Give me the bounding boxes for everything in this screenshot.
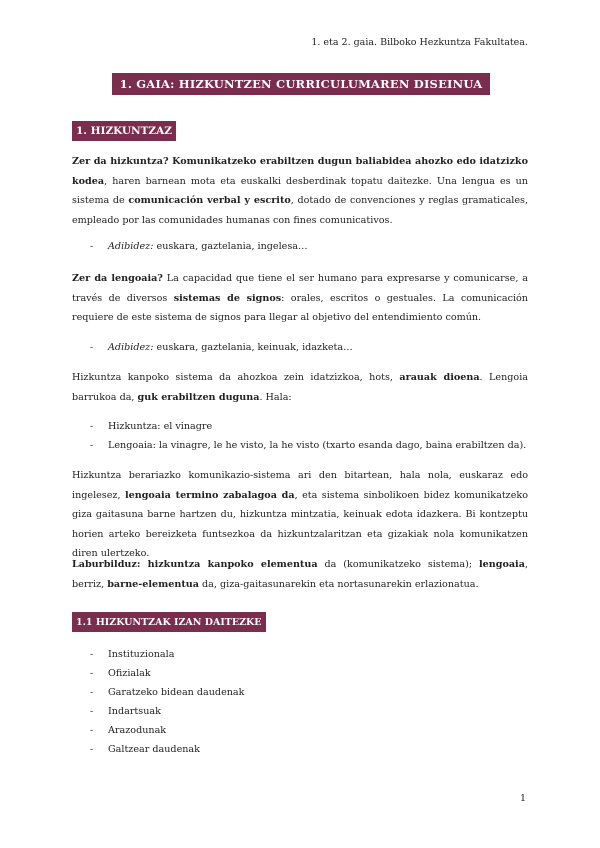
list-item: - Hizkuntza: el vinagre (90, 421, 213, 432)
main-title: 1. GAIA: HIZKUNTZEN CURRICULUMAREN DISEINUA (112, 73, 490, 95)
example-item: - Adibidez: euskara, gaztelania, keinuak, idazketa… (90, 342, 353, 353)
bold-text: comunicación verbal y escrito (128, 195, 291, 206)
page-header: 1. eta 2. gaia. Bilboko Hezkuntza Fakultatea. (311, 37, 528, 48)
bold-text: lengoaia (479, 559, 525, 570)
list-item: - Lengoaia: la vinagre, le he visto, la he visto (txarto esanda dago, baina erabiltzen da). (90, 440, 527, 451)
bold-text: barne-elementua (107, 578, 199, 590)
list-item: - Arazodunak (90, 725, 167, 736)
list-item-text: Garatzeko bidean daudenak (108, 687, 245, 698)
list-item-text: Lengoaia: la vinagre, le he visto, la he visto (txarto esanda dago, baina erabiltzen da). (108, 440, 527, 451)
bold-text: sistemas de signos (173, 292, 282, 304)
question-text: Zer da hizkuntza? (72, 156, 169, 167)
body-text: da (komunikatzeko sistema); (317, 559, 480, 570)
example-text: euskara, gaztelania, keinuak, idazketa… (153, 342, 353, 353)
body-text: , berriz, (72, 559, 528, 590)
bold-text: Laburbilduz: hizkuntza kanpoko elementua (72, 559, 318, 570)
body-text: da, giza-gaitasunarekin eta nortasunarekin erlazionatua. (198, 578, 479, 590)
body-text: , eta sistema sinbolikoen bidez komunikatzeko giza gaitasuna barne hartzen du, hizkuntza mintzatia, keinuak edota idazkera. Bi kontzeptu horien arteko bereizketa funtsezkoa da hizkuntzalaritzan eta gizakiak nola komunikatzen diren ulertzeko. (72, 489, 529, 559)
paragraph-hizkuntza-definition (72, 152, 528, 230)
list-item: - Instituzionala (90, 649, 175, 660)
body-text: La capacidad que tiene el ser humano para expresarse y comunicarse, a través de diversos (72, 273, 528, 304)
list-item-text: Indartsuak (108, 706, 161, 717)
body-text: : orales, escritos o gestuales. La comunicación requiere de este sistema de signos para llegar al objetivo del entendimiento común. (72, 292, 528, 323)
list-item: - Galtzear daudenak (90, 744, 200, 755)
paragraph-kanpoko-sistema (72, 368, 528, 407)
paragraph-laburbilduz (72, 555, 528, 594)
bold-text: lengoaia termino zabalagoa da (124, 489, 295, 501)
bold-text: arauak dioena (399, 372, 480, 383)
body-text: , dotado de convenciones y reglas gramaticales, empleado por las comunidades humanas con fines comunicativos. (72, 195, 529, 226)
body-text: . Hala: (259, 391, 292, 403)
example-label: Adibidez: (108, 241, 154, 252)
body-text: Hizkuntza berariazko komunikazio-sistema ari den bitartean, hala nola, euskaraz edo ingelesez, (72, 470, 528, 501)
list-item: - Indartsuak (90, 706, 161, 717)
body-text: , haren barnean mota eta euskalki desberdinak topatu daitezke. Una lengua es un sistema de (72, 175, 528, 206)
section-heading-hizkuntzak-izan-daitezke: 1.1 HIZKUNTZAK IZAN DAITEZKE (72, 612, 266, 632)
section-heading-hizkuntzaz: 1. HIZKUNTZAZ (72, 121, 176, 141)
list-item-text: Instituzionala (108, 649, 175, 660)
example-item: - Adibidez: euskara, gaztelania, ingelesa… (90, 241, 308, 252)
paragraph-lengoaia-definition (72, 269, 528, 328)
example-label: Adibidez: (108, 342, 154, 353)
list-item-text: Galtzear daudenak (108, 744, 200, 755)
list-item-text: Arazodunak (108, 725, 167, 736)
page-number: 1 (519, 793, 526, 804)
list-item-text: Hizkuntza: el vinagre (108, 421, 213, 432)
paragraph-hizkuntza-lengoaia (72, 466, 528, 564)
example-text: euskara, gaztelania, ingelesa… (153, 241, 308, 252)
bold-text: guk erabiltzen duguna (137, 391, 260, 403)
question-text: Zer da lengoaia? (72, 273, 163, 284)
list-item: - Ofizialak (90, 668, 151, 679)
list-item: - Garatzeko bidean daudenak (90, 687, 245, 698)
body-text: Hizkuntza kanpoko sistema da ahozkoa zein idatzizkoa, hots, (72, 372, 400, 383)
bold-text: Komunikatzeko erabiltzen dugun baliabidea ahozko edo idatzizko kodea (72, 156, 528, 187)
body-text: . Lengoia barrukoa da, (72, 372, 528, 403)
list-item-text: Ofizialak (108, 668, 151, 679)
